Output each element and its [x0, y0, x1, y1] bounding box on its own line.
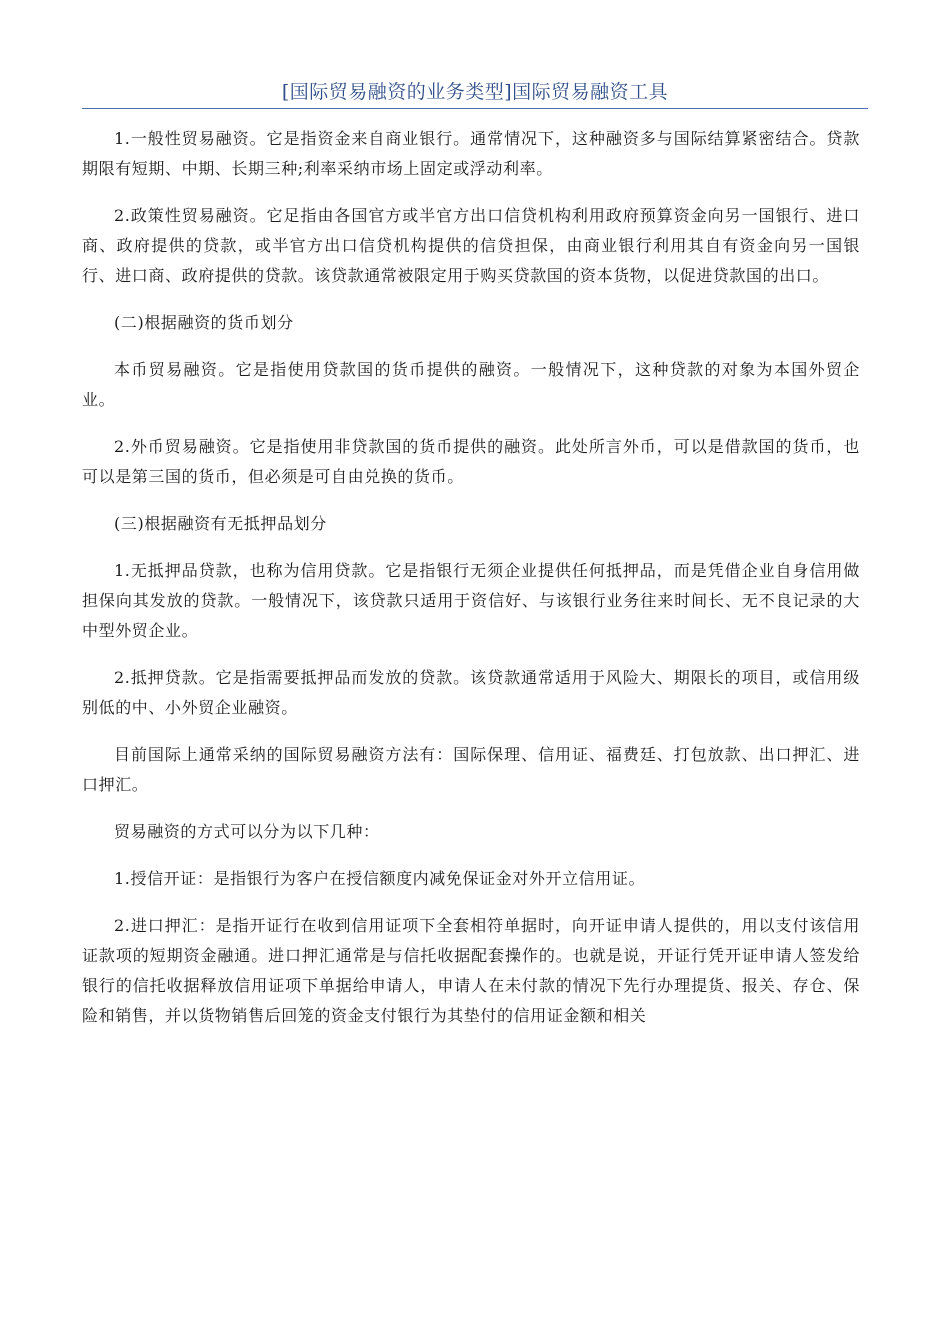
paragraph-general-trade-finance: 1.一般性贸易融资。它是指资金来自商业银行。通常情况下，这种融资多与国际结算紧密结合。贷款期限有短期、中期、长期三种;利率采纳市场上固定或浮动利率。 [82, 129, 860, 178]
paragraph-policy-trade-finance: 2.政策性贸易融资。它足指由各国官方或半官方出口信贷机构利用政府预算资金向另一国银行、进口商、政府提供的贷款，或半官方出口信贷机构提供的信贷担保，由商业银行利用其自有资金向另一国银行、进口商、政府提供的贷款。该贷款通常被限定用于购买贷款国的资本货物，以促进贷款国的出口。 [82, 206, 860, 285]
paragraph-import-bill-advance: 2.进口押汇：是指开证行在收到信用证项下全套相符单据时，向开证申请人提供的，用以支付该信用证款项的短期资金融通。进口押汇通常是与信托收据配套操作的。也就是说，开证行凭开证申请人签发给银行的信托收据释放信用证项下单据给申请人，申请人在未付款的情况下先行办理提货、报关、存仓、保险和销售，并以货物销售后回笼的资金支付银行为其垫付的信用证金额和相关 [82, 916, 860, 1025]
paragraph-local-currency-finance: 本币贸易融资。它是指使用贷款国的货币提供的融资。一般情况下，这种贷款的对象为本国外贸企业。 [82, 360, 860, 409]
section-heading-collateral: (三)根据融资有无抵押品划分 [114, 514, 327, 533]
paragraph-common-methods: 目前国际上通常采纳的国际贸易融资方法有：国际保理、信用证、福费廷、打包放款、出口押汇、进口押汇。 [82, 745, 860, 794]
paragraph-foreign-currency-finance: 2.外币贸易融资。它是指使用非贷款国的货币提供的融资。此处所言外币，可以是借款国的货币，也可以是第三国的货币，但必须是可自由兑换的货币。 [82, 437, 860, 486]
document-body [82, 124, 860, 1048]
paragraph-methods-intro: 贸易融资的方式可以分为以下几种： [114, 822, 380, 841]
paragraph-credit-lc-issuance: 1.授信开证：是指银行为客户在授信额度内减免保证金对外开立信用证。 [114, 869, 646, 888]
section-heading-currency: (二)根据融资的货币划分 [114, 313, 294, 332]
page-header-title: [国际贸易融资的业务类型]国际贸易融资工具 [281, 81, 669, 103]
paragraph-secured-loan: 2.抵押贷款。它是指需要抵押品而发放的贷款。该贷款通常适用于风险大、期限长的项目，或信用级别低的中、小外贸企业融资。 [82, 668, 860, 717]
header-divider [82, 108, 868, 109]
paragraph-unsecured-loan: 1.无抵押品贷款，也称为信用贷款。它是指银行无须企业提供任何抵押品，而是凭借企业自身信用做担保向其发放的贷款。一般情况下，该贷款只适用于资信好、与该银行业务往来时间长、无不良记录的大中型外贸企业。 [82, 561, 860, 640]
